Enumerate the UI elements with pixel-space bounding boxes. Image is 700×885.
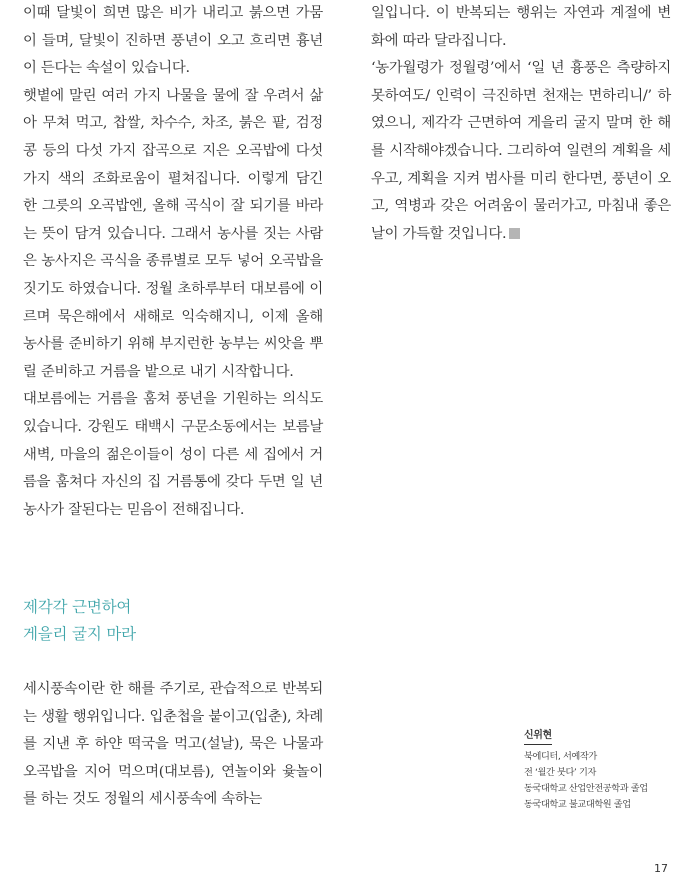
end-of-article-mark-icon: [509, 228, 520, 239]
body-paragraph: 이때 달빛이 희면 많은 비가 내리고 붉으면 가뭄이 들며, 달빛이 진하면 풍년이 오고 흐리면 흉년이 든다는 속설이 있습니다.: [23, 5, 323, 77]
section-heading-line: 제각각 근면하여: [23, 598, 132, 616]
author-bio-line: 동국대학교 산업안전공학과 졸업: [524, 783, 648, 794]
closing-paragraph-text: ‘농가월령가 정월령’에서 ‘일 년 흉풍은 측량하지 못하여도/ 인력이 극진하면 천재는 면하리니/’ 하였으니, 제각각 근면하여 게을리 굴지 말며 한 해를 시작해야겠습니다. 그리하여 일련의 계획을 세우고, 계획을 지켜 범사를 미리 한다면, 풍년이 오고, 역병과 갖은 어려움이 물러가고, 마침내 좋은 날이 가득할 것입니다.: [371, 60, 671, 242]
body-paragraph: 햇볕에 말린 여러 가지 나물을 물에 잘 우려서 삶아 무쳐 먹고, 찹쌀, 차수수, 차조, 붉은 팥, 검정콩 등의 다섯 가지 잡곡으로 지은 오곡밥에 다섯 가지 색의 조화로움이 펼쳐집니다. 이렇게 담긴 한 그릇의 오곡밥엔, 올해 곡식이 잘 되기를 바라는 뜻이 담겨 있습니다. 그래서 농사를 짓는 사람은 농사지은 곡식을 종류별로 모두 넣어 오곡밥을 짓기도 하였습니다. 정월 초하루부터 대보름에 이르며 묵은해에서 새해로 익숙해지니, 이제 올해 농사를 준비하기 위해 부지런한 농부는 씨앗을 뿌릴 준비하고 거름을 밭으로 내기 시작합니다.: [23, 87, 323, 380]
author-bio-line: 전 ‘월간 붓다’ 기자: [524, 767, 596, 778]
body-paragraph: 세시풍속이란 한 해를 주기로, 관습적으로 반복되는 생활 행위입니다. 입춘첩을 붙이고(입춘), 차례를 지낸 후 하얀 떡국을 먹고(설날), 묵은 나물과 오곡밥을 지어 먹으며(대보름), 연놀이와 윷놀이를 하는 것도 정월의 세시풍속에 속하는: [23, 681, 323, 808]
left-column-body: [23, 0, 323, 524]
page-number: 17: [654, 862, 668, 875]
body-paragraph: [371, 55, 671, 248]
author-bio-line: 북에디터, 서예작가: [524, 751, 597, 762]
body-paragraph: 일입니다. 이 반복되는 행위는 자연과 계절에 변화에 따라 달라집니다.: [371, 5, 671, 49]
author-name: 신위현: [524, 728, 552, 745]
author-bio-line: 동국대학교 불교대학원 졸업: [524, 799, 631, 810]
body-paragraph: 대보름에는 거름을 훔쳐 풍년을 기원하는 의식도 있습니다. 강원도 태백시 구문소동에서는 보름날 새벽, 마을의 젊은이들이 성이 다른 세 집에서 거름을 훔쳐다 자신의 집 거름통에 갖다 두면 일 년 농사가 잘된다는 믿음이 전해집니다.: [23, 391, 323, 518]
section-heading-line: 게을리 굴지 마라: [23, 625, 136, 643]
right-column-body: [371, 0, 671, 248]
section-heading: [23, 594, 323, 648]
author-bio: [524, 728, 684, 813]
left-column-continuation: [23, 676, 323, 814]
